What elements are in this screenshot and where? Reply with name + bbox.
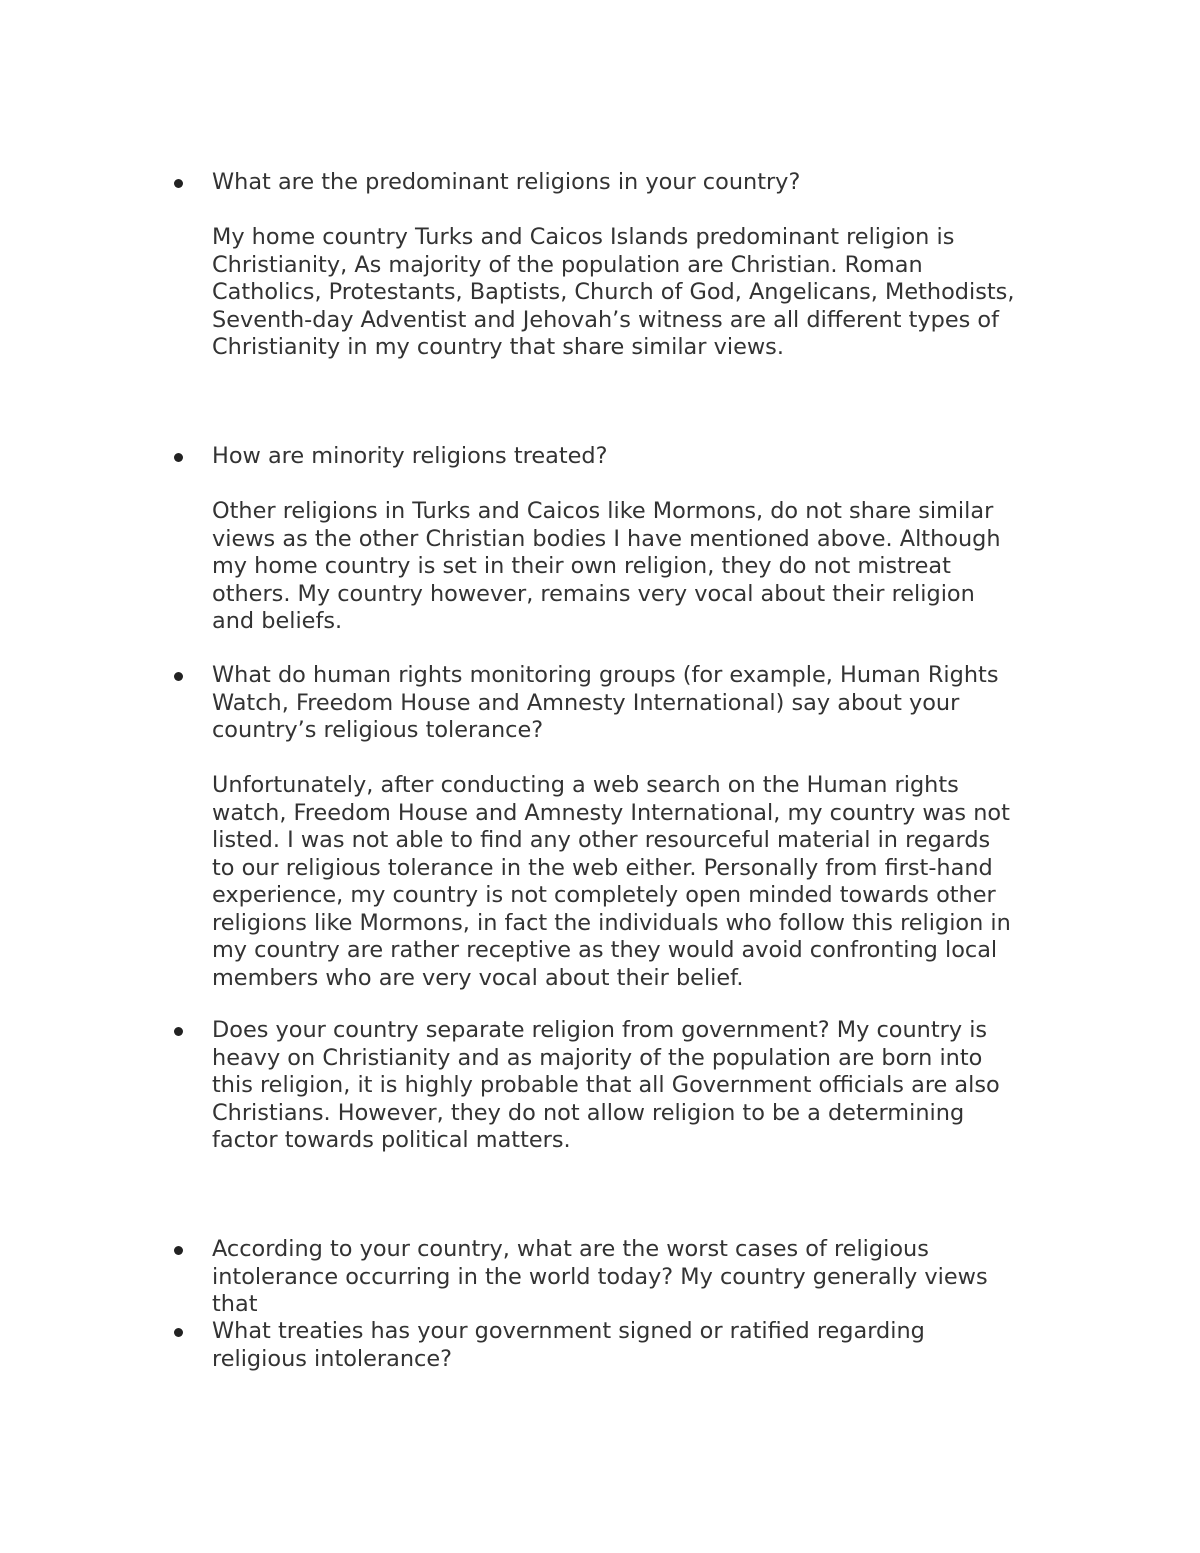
answer-line: Other religions in Turks and Caicos like Mormons, do not share similar bbox=[212, 498, 994, 524]
bullet-icon bbox=[174, 1328, 183, 1337]
bullet-icon bbox=[174, 1246, 183, 1255]
paragraph-line: intolerance occurring in the world today? My country generally views bbox=[212, 1263, 988, 1290]
question-4 bbox=[212, 1017, 1082, 1155]
bullet-icon bbox=[174, 453, 183, 462]
answer-line: Christianity, As majority of the population are Christian. Roman bbox=[212, 251, 923, 278]
question-5 bbox=[212, 1236, 1082, 1319]
question-2 bbox=[212, 443, 1082, 471]
paragraph-line: According to your country, what are the worst cases of religious bbox=[212, 1236, 929, 1262]
answer-line: watch, Freedom House and Amnesty International, my country was not bbox=[212, 799, 1010, 826]
question-text: How are minority religions treated? bbox=[212, 443, 608, 469]
answer-line: religions like Mormons, in fact the individuals who follow this religion in bbox=[212, 909, 1011, 936]
answer-line: and beliefs. bbox=[212, 608, 343, 634]
question-6 bbox=[212, 1318, 1082, 1373]
question-text: What are the predominant religions in your country? bbox=[212, 169, 801, 195]
paragraph-line: Christians. However, they do not allow religion to be a determining bbox=[212, 1099, 965, 1126]
bullet-icon bbox=[174, 672, 183, 681]
bullet-icon bbox=[174, 179, 183, 188]
paragraph-line: heavy on Christianity and as majority of the population are born into bbox=[212, 1044, 983, 1071]
answer-line: views as the other Christian bodies I have mentioned above. Although bbox=[212, 525, 1001, 552]
answer-line: My home country Turks and Caicos Islands predominant religion is bbox=[212, 224, 955, 250]
answer-1 bbox=[212, 224, 1082, 362]
answer-2 bbox=[212, 498, 1082, 636]
answer-line: my country are rather receptive as they would avoid confronting local bbox=[212, 937, 998, 963]
answer-line: experience, my country is not completely open minded towards other bbox=[212, 882, 996, 908]
question-text: country’s religious tolerance? bbox=[212, 717, 544, 743]
bullet-icon bbox=[174, 1027, 183, 1036]
answer-3 bbox=[212, 772, 1082, 992]
answer-line: Seventh-day Adventist and Jehovah’s witness are all different types of bbox=[212, 306, 999, 333]
paragraph-line: that bbox=[212, 1291, 258, 1317]
answer-line: listed. I was not able to find any other resourceful material in regards bbox=[212, 827, 991, 853]
paragraph-line: factor towards political matters. bbox=[212, 1127, 571, 1153]
answer-line: my home country is set in their own religion, they do not mistreat bbox=[212, 553, 951, 579]
answer-line: to our religious tolerance in the web either. Personally from first-hand bbox=[212, 854, 993, 881]
answer-line: Unfortunately, after conducting a web search on the Human rights bbox=[212, 772, 959, 798]
answer-line: others. My country however, remains very vocal about their religion bbox=[212, 580, 975, 607]
paragraph-line: this religion, it is highly probable that all Government officials are also bbox=[212, 1072, 1000, 1098]
question-text: Watch, Freedom House and Amnesty International) say about your bbox=[212, 689, 960, 716]
answer-line: Christianity in my country that share similar views. bbox=[212, 334, 784, 360]
paragraph-line: religious intolerance? bbox=[212, 1345, 453, 1372]
question-1 bbox=[212, 169, 1082, 197]
question-text: What do human rights monitoring groups (for example, Human Rights bbox=[212, 662, 999, 688]
question-3 bbox=[212, 662, 1082, 745]
paragraph-line: Does your country separate religion from government? My country is bbox=[212, 1017, 988, 1043]
answer-line: Catholics, Protestants, Baptists, Church of God, Angelicans, Methodists, bbox=[212, 279, 1015, 305]
answer-line: members who are very vocal about their belief. bbox=[212, 964, 744, 991]
paragraph-line: What treaties has your government signed or ratified regarding bbox=[212, 1318, 925, 1344]
